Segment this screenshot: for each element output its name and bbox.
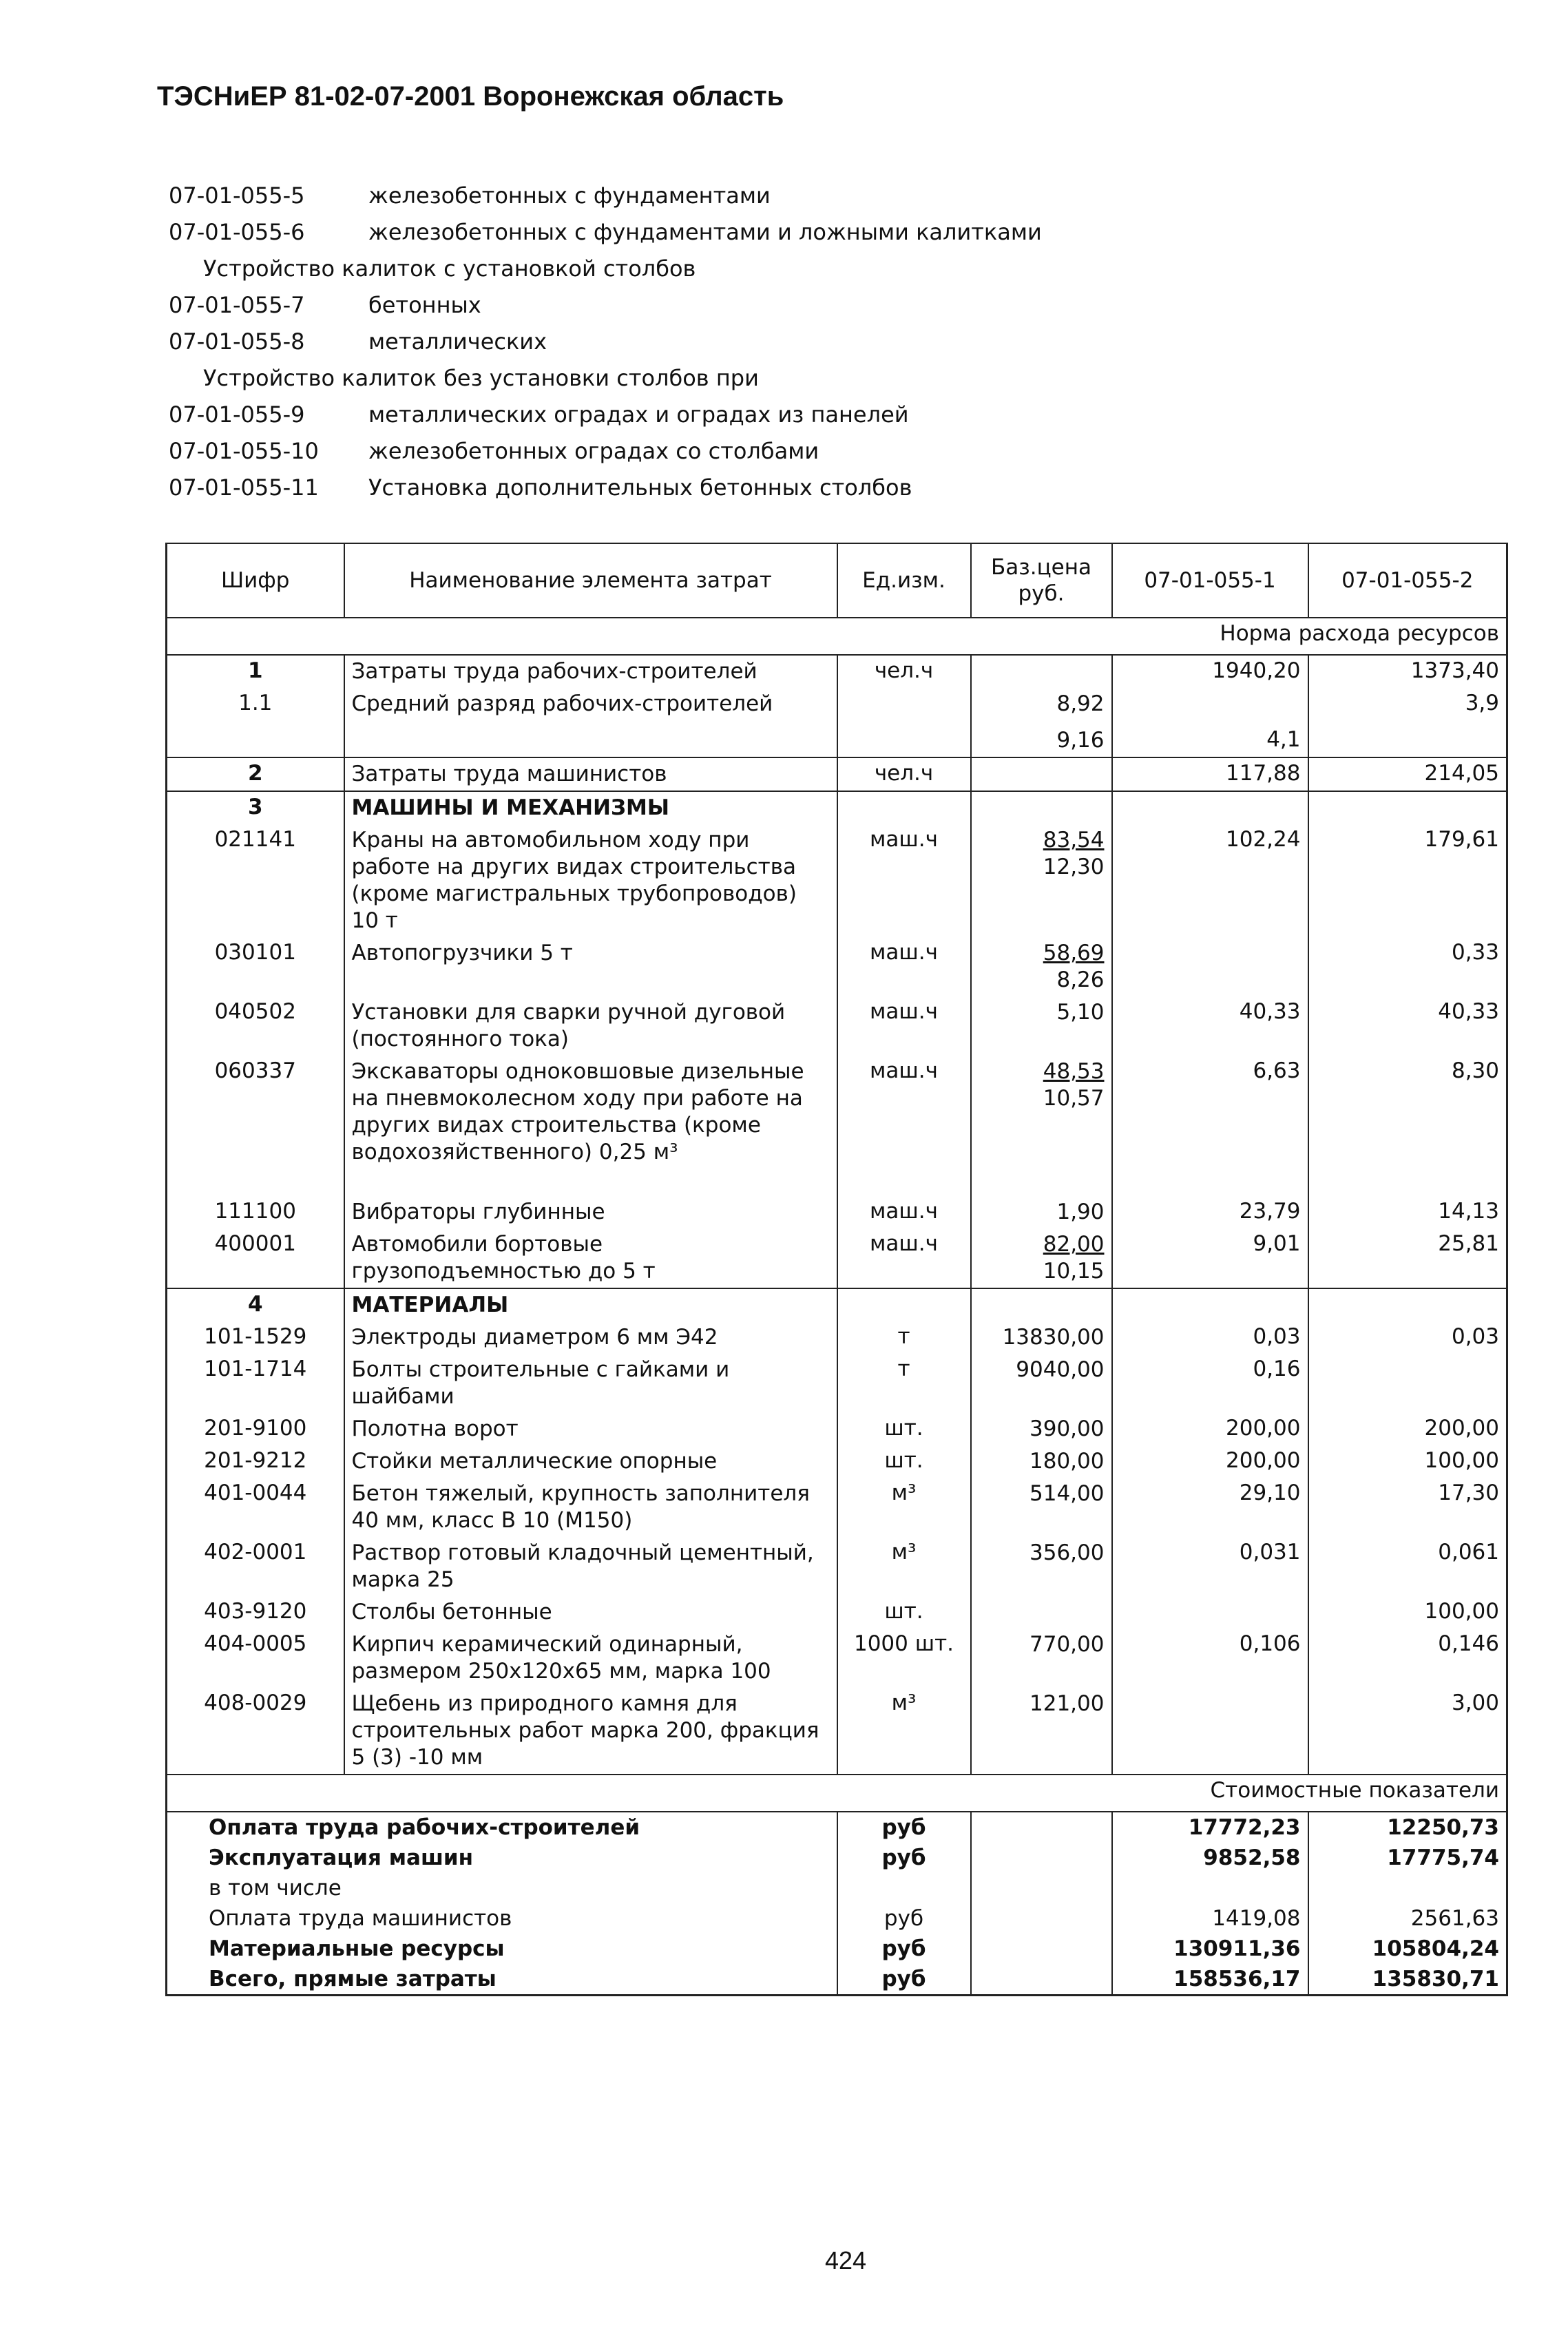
row-norm-1: 200,00 [1112,1413,1308,1445]
row-name: Вибраторы глубинные [344,1196,837,1228]
total-norm-1: 1419,08 [1112,1903,1308,1934]
work-code: 07-01-055-5 [169,182,305,209]
total-norm-2 [1308,1873,1507,1903]
total-name: Эксплуатация машин [167,1843,837,1873]
work-text: железобетонных оградах со столбами [368,438,819,464]
row-norm-2: 0,33 [1308,937,1507,996]
row-norm-1: 29,10 [1112,1478,1308,1537]
row-name: Щебень из природного камня для строительных работ марка 200, фракция 5 (3) -10 мм [344,1688,837,1775]
row-name: Автопогрузчики 5 т [344,937,837,996]
row-norm-2: 0,061 [1308,1537,1507,1596]
work-text: металлических оградах и оградах из панелей [368,401,909,428]
row-norm-1 [1112,937,1308,996]
norm-label-row [167,618,1507,655]
work-item [169,214,1042,251]
row-norm-2: 214,05 [1308,757,1507,791]
row-name: Средний разряд рабочих-строителей [344,688,837,757]
total-row [167,1873,1507,1903]
work-item [169,433,1042,470]
norm-label: Норма расхода ресурсов [167,618,1507,655]
row-code: 030101 [167,937,344,996]
total-name: Всего, прямые затраты [167,1964,837,1996]
row-unit: маш.ч [837,1056,971,1196]
row-norm-1: 1940,20 [1112,655,1308,688]
row-norm-2 [1308,1354,1507,1413]
table-row [167,688,1507,757]
row-code: 4 [167,1288,344,1321]
row-name: Полотна ворот [344,1413,837,1445]
table-row [167,757,1507,791]
row-norm-2: 179,61 [1308,824,1507,937]
row-price [971,688,1112,757]
work-item [169,178,1042,214]
row-price: 5,10 [971,996,1112,1056]
row-name: Краны на автомобильном ходу при работе на других видах строительства (кроме магистральных трубопроводов) 10 т [344,824,837,937]
work-text: Установка дополнительных бетонных столбов [368,474,912,501]
price-total: 82,00 [1043,1232,1105,1257]
total-name: Материальные ресурсы [167,1934,837,1964]
work-group-title: Устройство калиток без установки столбов при [203,365,759,391]
price-total: 83,54 [1043,828,1105,852]
row-price [971,655,1112,688]
col-header-norm-1: 07-01-055-1 [1112,543,1308,618]
col-header-price: Баз.цена руб. [971,543,1112,618]
row-price: 1,90 [971,1196,1112,1228]
row-norm-2: 3,9 [1308,688,1507,757]
row-code: 1.1 [167,688,344,757]
row-code: 404-0005 [167,1629,344,1688]
total-norm-1 [1112,1873,1308,1903]
work-text: металлических [368,328,547,355]
row-price: 390,00 [971,1413,1112,1445]
row-norm-1 [1112,1688,1308,1775]
work-code: 07-01-055-7 [169,292,305,318]
price-total: 48,53 [1043,1059,1105,1084]
row-unit [837,688,971,757]
row-unit: шт. [837,1413,971,1445]
row-norm-2: 17,30 [1308,1478,1507,1537]
row-name: Экскаваторы одноковшовые дизельные на пневмоколесном ходу при работе на других видах строительства (кроме водохозяйственного) 0,25 м³ [344,1056,837,1196]
table-row [167,824,1507,937]
row-norm-2: 25,81 [1308,1228,1507,1288]
row-name: Затраты труда рабочих-строителей [344,655,837,688]
row-norm-2: 0,03 [1308,1321,1507,1354]
row-name: Установки для сварки ручной дуговой (постоянного тока) [344,996,837,1056]
work-code: 07-01-055-10 [169,438,319,464]
work-group-title: Устройство калиток с установкой столбов [203,255,696,282]
work-list [169,178,1042,506]
row-code: 201-9212 [167,1445,344,1478]
total-norm-2: 2561,63 [1308,1903,1507,1934]
section-row-machines [167,791,1507,824]
row-name: Автомобили бортовые грузоподъемностью до 5 т [344,1228,837,1288]
cost-label-row [167,1775,1507,1812]
row-price [971,1228,1112,1288]
table-row [167,1228,1507,1288]
row-code: 402-0001 [167,1537,344,1596]
row-price: 356,00 [971,1537,1112,1596]
row-norm-1: 0,031 [1112,1537,1308,1596]
row-norm-2: 0,146 [1308,1629,1507,1688]
row-code: 1 [167,655,344,688]
resource-table [165,543,1508,1996]
row-price [971,824,1112,937]
row-norm-1: 0,106 [1112,1629,1308,1688]
table-row [167,1629,1507,1688]
col-header-norm-2: 07-01-055-2 [1308,543,1507,618]
cost-label: Стоимостные показатели [167,1775,1507,1812]
row-unit: маш.ч [837,996,971,1056]
price-1: 8,92 [1056,691,1105,716]
total-unit [837,1873,971,1903]
row-code: 403-9120 [167,1596,344,1629]
row-norm-1: 9,01 [1112,1228,1308,1288]
work-text: железобетонных с фундаментами [368,182,771,209]
row-unit: м³ [837,1688,971,1775]
row-norm-1: 23,79 [1112,1196,1308,1228]
row-norm-1: 6,63 [1112,1056,1308,1196]
total-norm-1: 130911,36 [1112,1934,1308,1964]
row-code: 401-0044 [167,1478,344,1537]
row-unit: 1000 шт. [837,1629,971,1688]
table-row [167,1354,1507,1413]
row-unit: маш.ч [837,824,971,937]
row-price [971,1056,1112,1196]
total-row [167,1812,1507,1843]
price-2: 9,16 [1056,728,1105,753]
total-norm-2: 135830,71 [1308,1964,1507,1996]
row-name: Затраты труда машинистов [344,757,837,791]
total-row [167,1934,1507,1964]
row-code: 101-1529 [167,1321,344,1354]
total-unit: руб [837,1812,971,1843]
total-unit: руб [837,1934,971,1964]
row-norm-1 [1112,1596,1308,1629]
row-price: 514,00 [971,1478,1112,1537]
row-price: 180,00 [971,1445,1112,1478]
section-row-materials [167,1288,1507,1321]
row-unit: чел.ч [837,757,971,791]
row-norm-1: 200,00 [1112,1445,1308,1478]
work-code: 07-01-055-11 [169,474,319,501]
work-item [169,324,1042,360]
row-price [971,937,1112,996]
col-header-unit: Ед.изм. [837,543,971,618]
page-number: 424 [825,2246,867,2274]
table-row [167,1478,1507,1537]
work-item [169,470,1042,506]
row-name: Кирпич керамический одинарный, размером 250х120х65 мм, марка 100 [344,1629,837,1688]
norm-1-value: 4,1 [1266,727,1301,752]
total-row [167,1964,1507,1996]
table-header-row [167,543,1507,618]
row-code: 040502 [167,996,344,1056]
work-code: 07-01-055-9 [169,401,305,428]
table-row [167,1321,1507,1354]
row-unit: шт. [837,1445,971,1478]
table-row [167,996,1507,1056]
row-norm-1: 0,16 [1112,1354,1308,1413]
row-name: Электроды диаметром 6 мм Э42 [344,1321,837,1354]
table-row [167,1196,1507,1228]
row-norm-2: 100,00 [1308,1596,1507,1629]
row-norm-2: 14,13 [1308,1196,1507,1228]
col-header-name: Наименование элемента затрат [344,543,837,618]
row-code: 201-9100 [167,1413,344,1445]
row-name: Болты строительные с гайками и шайбами [344,1354,837,1413]
table-row [167,1596,1507,1629]
total-norm-1: 9852,58 [1112,1843,1308,1873]
work-code: 07-01-055-6 [169,219,305,245]
price-total: 58,69 [1043,941,1105,965]
total-unit: руб [837,1964,971,1996]
total-unit: руб [837,1903,971,1934]
row-unit: маш.ч [837,937,971,996]
row-norm-1: 40,33 [1112,996,1308,1056]
row-norm-2: 40,33 [1308,996,1507,1056]
row-price: 13830,00 [971,1321,1112,1354]
row-price [971,1596,1112,1629]
work-text: железобетонных с фундаментами и ложными калитками [368,219,1042,245]
row-code: 3 [167,791,344,824]
row-norm-1 [1112,688,1308,757]
row-name: Раствор готовый кладочный цементный, марка 25 [344,1537,837,1596]
table-row [167,1688,1507,1775]
row-unit: т [837,1354,971,1413]
row-code: 2 [167,757,344,791]
work-text: бетонных [368,292,481,318]
row-code: 111100 [167,1196,344,1228]
work-item [169,287,1042,324]
row-unit: м³ [837,1478,971,1537]
row-price: 770,00 [971,1629,1112,1688]
row-code: 101-1714 [167,1354,344,1413]
section-title: МАТЕРИАЛЫ [344,1288,837,1321]
row-code: 060337 [167,1056,344,1196]
row-norm-1: 117,88 [1112,757,1308,791]
total-name: в том числе [167,1873,837,1903]
total-name: Оплата труда рабочих-строителей [167,1812,837,1843]
row-code: 021141 [167,824,344,937]
row-name: Столбы бетонные [344,1596,837,1629]
table-row [167,1537,1507,1596]
table-row [167,1413,1507,1445]
total-row [167,1903,1507,1934]
work-code: 07-01-055-8 [169,328,305,355]
table-row [167,937,1507,996]
table-row [167,655,1507,688]
row-unit: чел.ч [837,655,971,688]
row-norm-2: 200,00 [1308,1413,1507,1445]
row-norm-1: 102,24 [1112,824,1308,937]
price-wage: 10,57 [1043,1086,1105,1111]
table-row [167,1445,1507,1478]
row-code: 408-0029 [167,1688,344,1775]
price-wage: 10,15 [1043,1259,1105,1284]
total-norm-2: 17775,74 [1308,1843,1507,1873]
work-item [169,397,1042,433]
row-norm-2: 8,30 [1308,1056,1507,1196]
total-norm-1: 17772,23 [1112,1812,1308,1843]
row-price [971,757,1112,791]
row-unit: маш.ч [837,1228,971,1288]
total-name: Оплата труда машинистов [167,1903,837,1934]
row-unit: шт. [837,1596,971,1629]
row-code: 400001 [167,1228,344,1288]
row-norm-1: 0,03 [1112,1321,1308,1354]
row-unit: т [837,1321,971,1354]
total-norm-2: 12250,73 [1308,1812,1507,1843]
section-title: МАШИНЫ И МЕХАНИЗМЫ [344,791,837,824]
row-unit: м³ [837,1537,971,1596]
price-wage: 8,26 [1056,967,1105,992]
col-header-code: Шифр [167,543,344,618]
total-norm-2: 105804,24 [1308,1934,1507,1964]
row-price: 121,00 [971,1688,1112,1775]
price-wage: 12,30 [1043,855,1105,879]
total-row [167,1843,1507,1873]
row-unit: маш.ч [837,1196,971,1228]
table-row [167,1056,1507,1196]
row-norm-2: 1373,40 [1308,655,1507,688]
page-header: ТЭСНиЕР 81-02-07-2001 Воронежская область [157,81,784,112]
total-norm-1: 158536,17 [1112,1964,1308,1996]
row-price: 9040,00 [971,1354,1112,1413]
row-norm-2: 100,00 [1308,1445,1507,1478]
row-norm-2: 3,00 [1308,1688,1507,1775]
row-name: Стойки металлические опорные [344,1445,837,1478]
row-name: Бетон тяжелый, крупность заполнителя 40 мм, класс В 10 (М150) [344,1478,837,1537]
total-unit: руб [837,1843,971,1873]
